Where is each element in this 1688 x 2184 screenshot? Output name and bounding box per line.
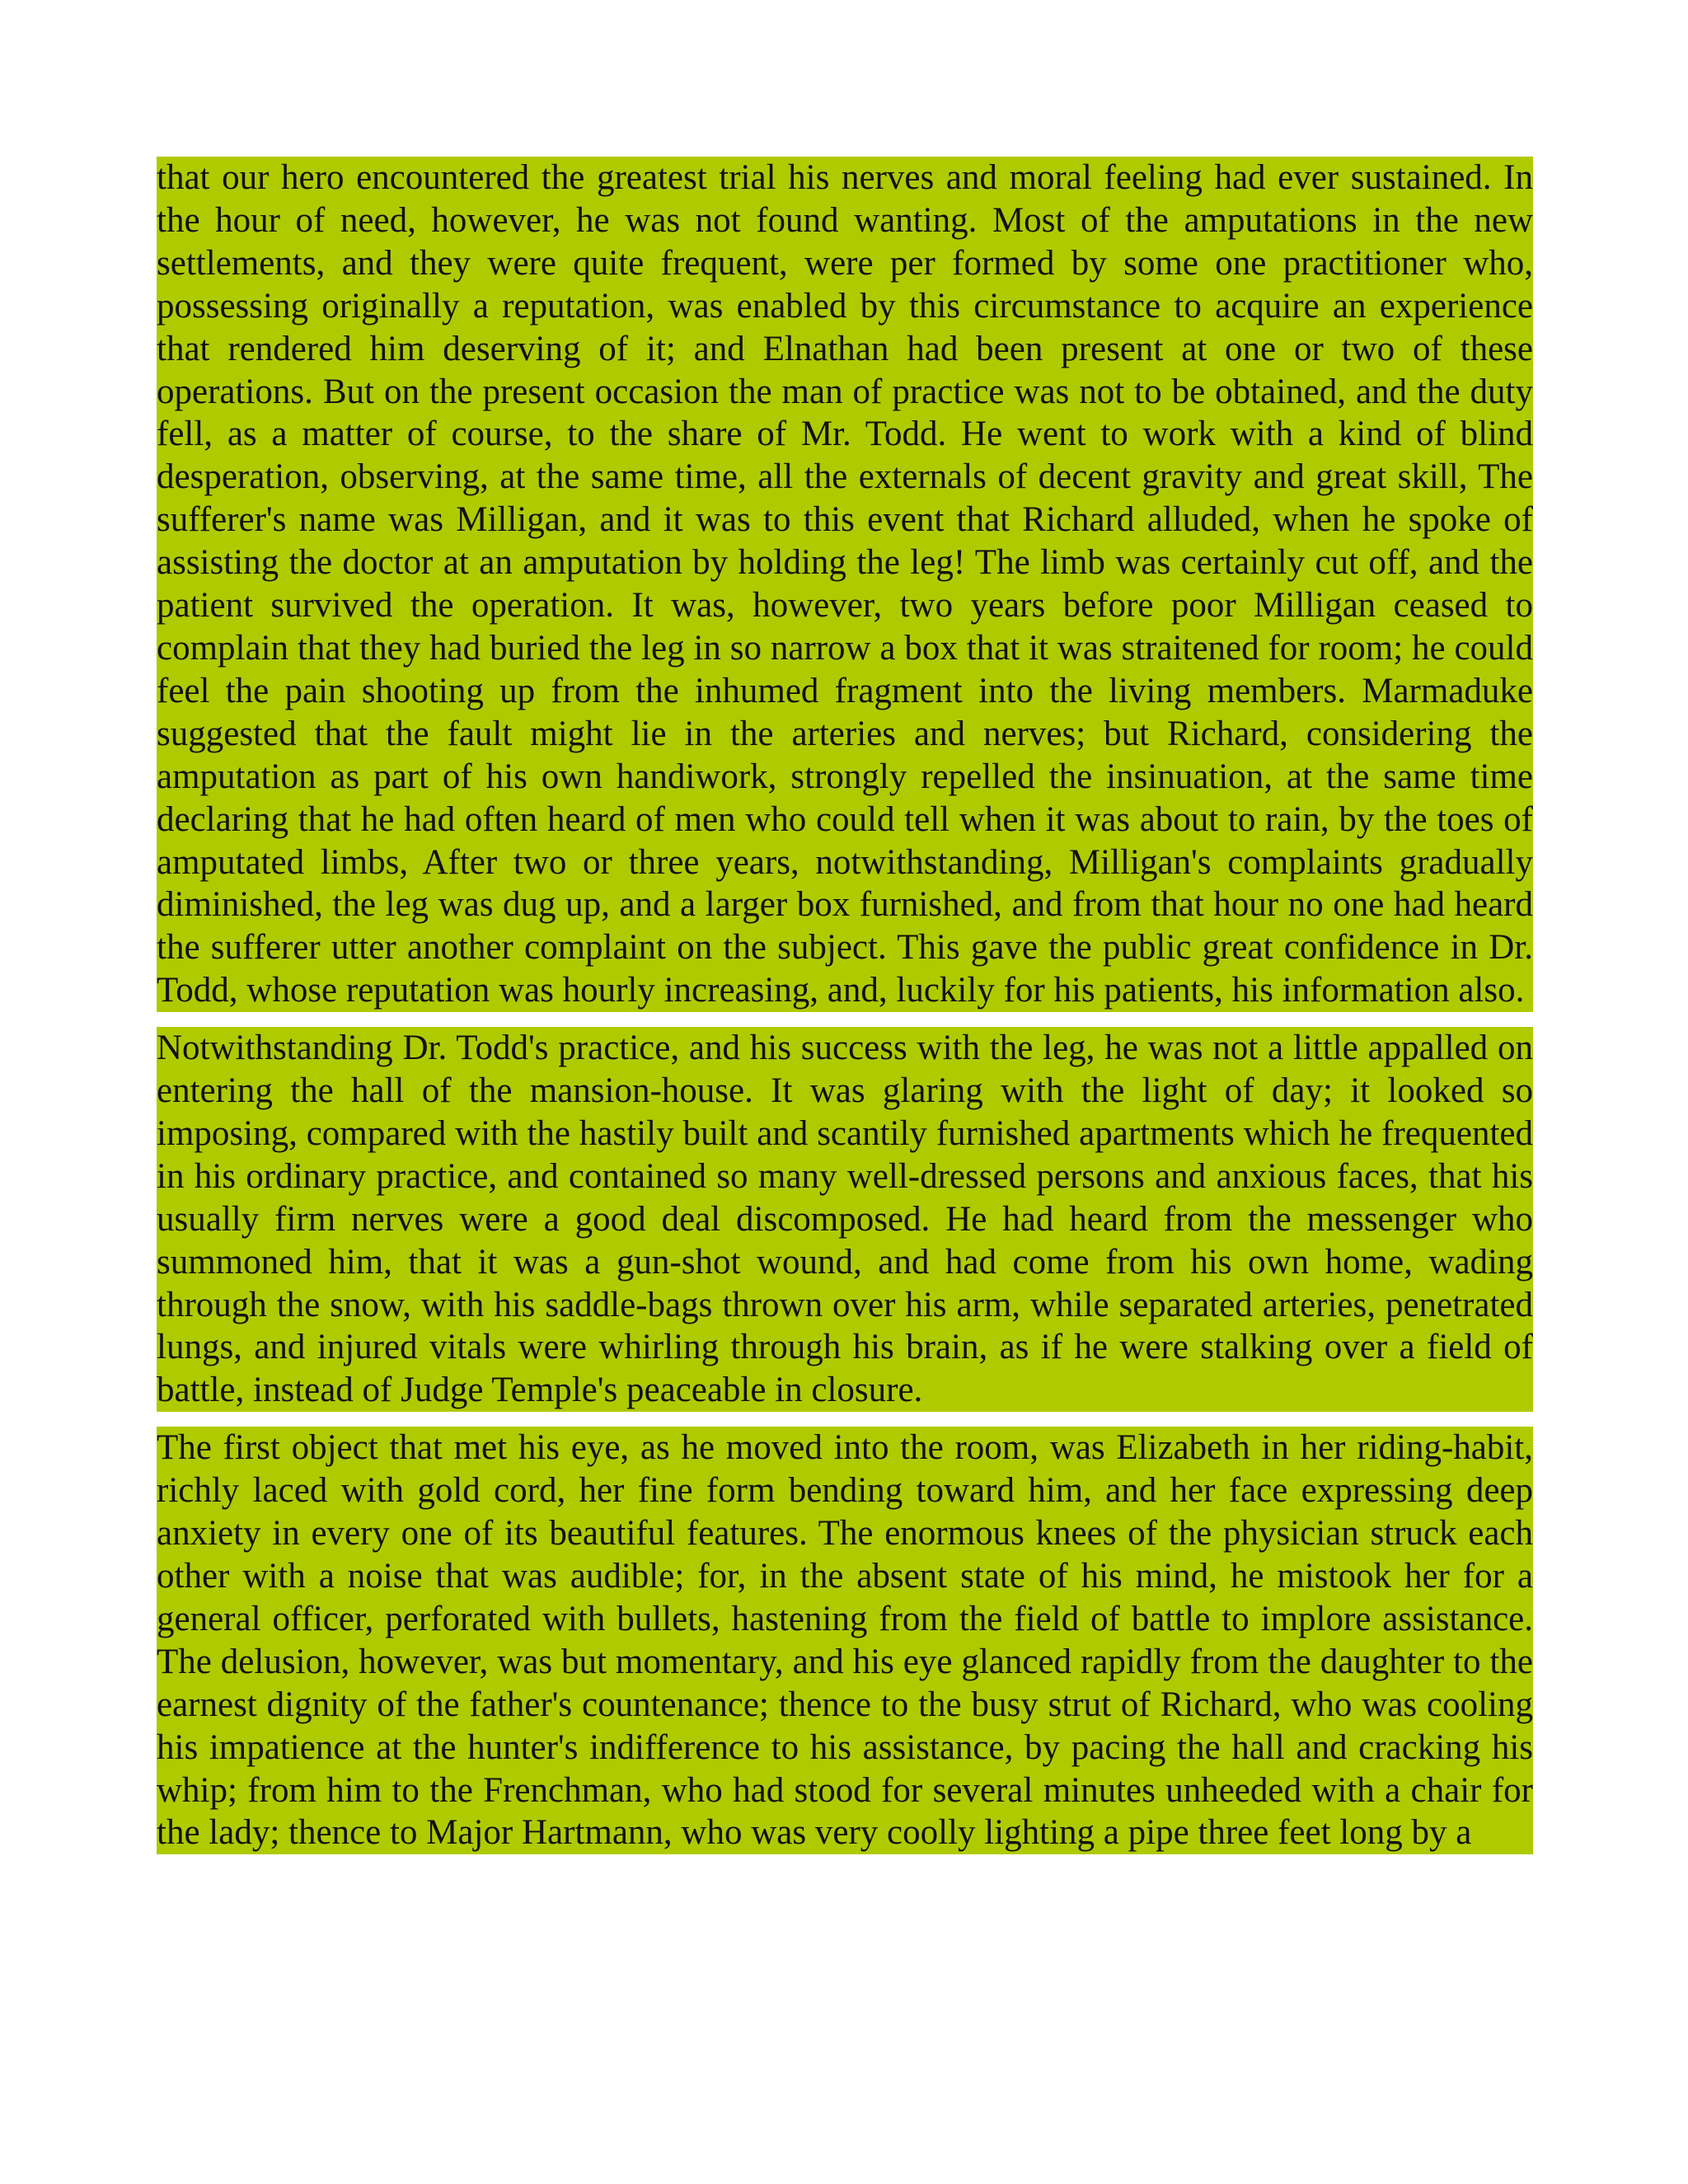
paragraph-1: that our hero encountered the greatest trial his nerves and moral feeling had ever sustained. In the hour of need, however, he was not found wanting. Most of the amputations in the new settlements, and they were quite frequent, were per formed by some one practitioner who, possessing originally a reputation, was enabled by this circumstance to acquire an experience that rendered him deserving of it; and Elnathan had been present at one or two of these operations. But on the present occasion the man of practice was not to be obtained, and the duty fell, as a matter of course, to the share of Mr. Todd. He went to work with a kind of blind desperation, observing, at the same time, all the externals of decent gravity and great skill, The sufferer's name was Milligan, and it was to this event that Richard alluded, when he spoke of assisting the doctor at an amputation by holding the leg! The limb was certainly cut off, and the patient survived the operation. It was, however, two years before poor Milligan ceased to complain that they had buried the leg in so narrow a box that it was straitened for room; he could feel the pain shooting up from the inhumed fragment into the living members. Marmaduke suggested that the fault might lie in the arteries and nerves; but Richard, considering the amputation as part of his own handiwork, strongly repelled the insinuation, at the same time declaring that he had often heard of men who could tell when it was about to rain, by the toes of amputated limbs, After two or three years, notwithstanding, Milligan's complaints gradually diminished, the leg was dug up, and a larger box furnished, and from that hour no one had heard the sufferer utter another complaint on the subject. This gave the public great confidence in Dr. Todd, whose reputation was hourly increasing, and, luckily for his patients, his information also. — [157, 157, 1533, 1012]
paragraph-3: The first object that met his eye, as he moved into the room, was Elizabeth in her riding-habit, richly laced with gold cord, her fine form bending toward him, and her face expressing deep anxiety in every one of its beautiful features. The enormous knees of the physician struck each other with a noise that was audible; for, in the absent state of his mind, he mistook her for a general officer, perforated with bullets, hastening from the field of battle to implore assistance. The delusion, however, was but momentary, and his eye glanced rapidly from the daughter to the earnest dignity of the father's countenance; thence to the busy strut of Richard, who was cooling his impatience at the hunter's indifference to his assistance, by pacing the hall and cracking his whip; from him to the Frenchman, who had stood for several minutes unheeded with a chair for the lady; thence to Major Hartmann, who was very coolly lighting a pipe three feet long by a — [157, 1427, 1533, 1854]
paragraph-2: Notwithstanding Dr. Todd's practice, and his success with the leg, he was not a little appalled on entering the hall of the mansion-house. It was glaring with the light of day; it looked so imposing, compared with the hastily built and scantily furnished apartments which he frequented in his ordinary practice, and contained so many well-dressed persons and anxious faces, that his usually firm nerves were a good deal discomposed. He had heard from the messenger who summoned him, that it was a gun-shot wound, and had come from his own home, wading through the snow, with his saddle-bags thrown over his arm, while separated arteries, penetrated lungs, and injured vitals were whirling through his brain, as if he were stalking over a field of battle, instead of Judge Temple's peaceable in closure. — [157, 1027, 1533, 1412]
text-body — [157, 157, 1533, 1854]
